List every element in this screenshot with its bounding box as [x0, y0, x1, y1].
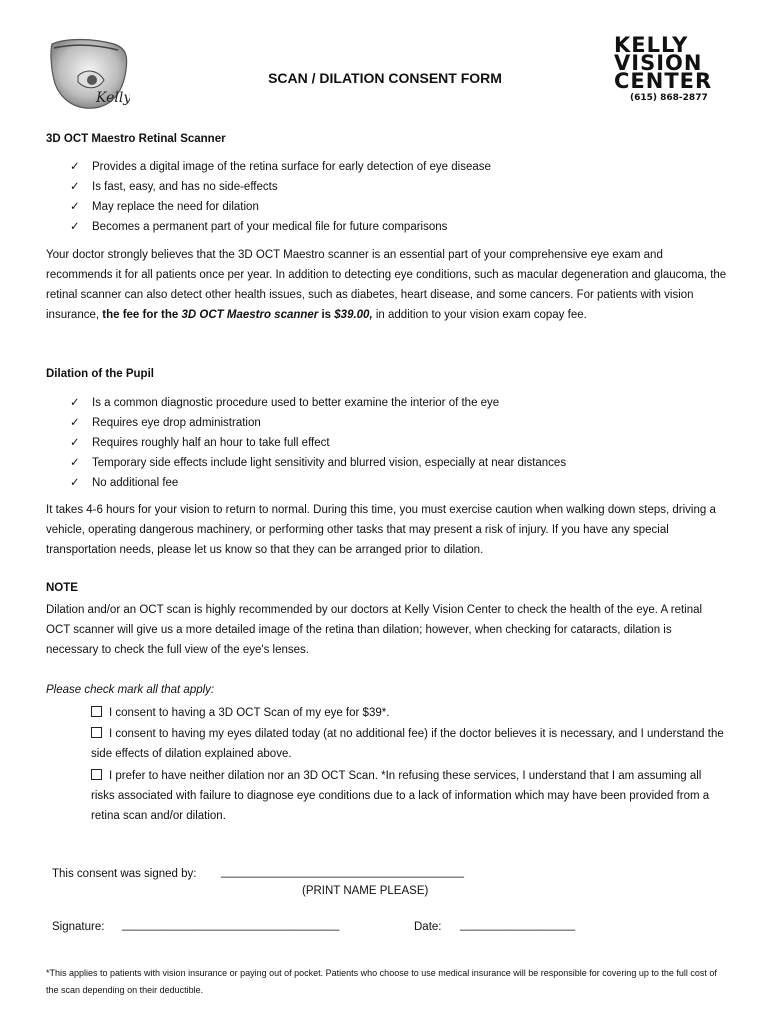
- print-name-caption: (PRINT NAME PLEASE): [302, 885, 429, 897]
- checkmark-icon: ✓: [70, 417, 80, 429]
- list-item: ✓ Temporary side effects include light sensitivity and blurred vision, especially at near distances: [46, 453, 736, 473]
- footnote: *This applies to patients with vision insurance or paying out of pocket. Patients who choose to use medical insurance will be responsible for covering up to the full cost of the scan depending on their deductible.: [46, 968, 717, 995]
- brand-line: KELLY: [614, 33, 689, 57]
- date-label: Date:: [414, 921, 442, 933]
- oct-benefits-list: [46, 157, 736, 237]
- logo-script-text: Kelly: [96, 90, 130, 106]
- oct-heading: 3D OCT Maestro Retinal Scanner: [46, 133, 226, 145]
- note-paragraph: Dilation and/or an OCT scan is highly recommended by our doctors at Kelly Vision Center to check the health of the eye. A retinal OCT scanner will give us a more detailed image of the retina than dilation; however, when checking for cataracts, dilation is necessary to check the full view of the eye's lenses.: [46, 604, 703, 656]
- dilation-paragraph: It takes 4-6 hours for your vision to return to normal. During this time, you must exercise caution when walking down steps, driving a vehicle, operating dangerous machinery, or performing other tasks that may present a risk of injury. If you have any special transportation needs, please let us know so that they can be arranged prior to dilation.: [46, 504, 716, 556]
- dilation-heading: Dilation of the Pupil: [46, 368, 154, 380]
- checkmark-icon: ✓: [70, 477, 80, 489]
- brand-phone: (615) 868-2877: [630, 93, 708, 103]
- list-item: ✓ Is a common diagnostic procedure used to better examine the interior of the eye: [46, 393, 736, 413]
- decline-both-checkbox[interactable]: [91, 769, 102, 780]
- list-item: ✓ Requires roughly half an hour to take full effect: [46, 433, 736, 453]
- signature-label: Signature:: [52, 921, 105, 933]
- checkmark-icon: ✓: [70, 437, 80, 449]
- consent-option-dilation: I consent to having my eyes dilated today (at no additional fee) if the doctor believes it is necessary, and I understand the side effects of dilation explained above.: [91, 728, 724, 760]
- checkmark-icon: ✓: [70, 161, 80, 173]
- oct-consent-checkbox[interactable]: [91, 706, 102, 717]
- note-heading: NOTE: [46, 582, 78, 594]
- signature-field[interactable]: __________________________________: [122, 919, 340, 931]
- date-field[interactable]: __________________: [460, 919, 576, 931]
- consent-option-neither: I prefer to have neither dilation nor an 3D OCT Scan. *In refusing these services, I understand that I am assuming all risks associated with failure to diagnose eye conditions due to a lack of information which may have been provided from a retina scan and/or dilation.: [91, 770, 710, 822]
- checkmark-icon: ✓: [70, 201, 80, 213]
- page-title: SCAN / DILATION CONSENT FORM: [268, 70, 502, 86]
- checkmark-icon: ✓: [70, 181, 80, 193]
- list-item: ✓ Provides a digital image of the retina surface for early detection of eye disease: [46, 157, 736, 177]
- list-item: ✓ Is fast, easy, and has no side-effects: [46, 177, 736, 197]
- brand-line: VISION: [614, 51, 703, 75]
- list-item: ✓ No additional fee: [46, 473, 736, 493]
- checkmark-icon: ✓: [70, 221, 80, 233]
- kelly-vision-center-brand: [614, 33, 726, 103]
- print-name-field[interactable]: ______________________________________: [221, 866, 465, 878]
- brand-line: CENTER: [614, 69, 713, 93]
- list-item: ✓ Requires eye drop administration: [46, 413, 736, 433]
- dilation-consent-checkbox[interactable]: [91, 727, 102, 738]
- consent-prompt: Please check mark all that apply:: [46, 684, 215, 696]
- oct-paragraph: Your doctor strongly believes that the 3D OCT Maestro scanner is an essential part of your comprehensive eye exam and recommends it for all patients once per year. In addition to detecting eye conditions, such as macular degeneration and glaucoma, the retinal scanner can also detect other health issues, such as diabetes, heart disease, and some cancers. For patients with vision insurance, the fee for the 3D OCT Maestro scanner is $39.00, in addition to your vision exam copay fee.: [46, 249, 727, 321]
- signed-by-label: This consent was signed by:: [52, 868, 197, 880]
- list-item: ✓ Becomes a permanent part of your medical file for future comparisons: [46, 217, 736, 237]
- dilation-facts-list: [46, 393, 736, 493]
- checkmark-icon: ✓: [70, 457, 80, 469]
- consent-option-oct: I consent to having a 3D OCT Scan of my eye for $39*.: [91, 703, 727, 723]
- list-item: ✓ May replace the need for dilation: [46, 197, 736, 217]
- checkmark-icon: ✓: [70, 397, 80, 409]
